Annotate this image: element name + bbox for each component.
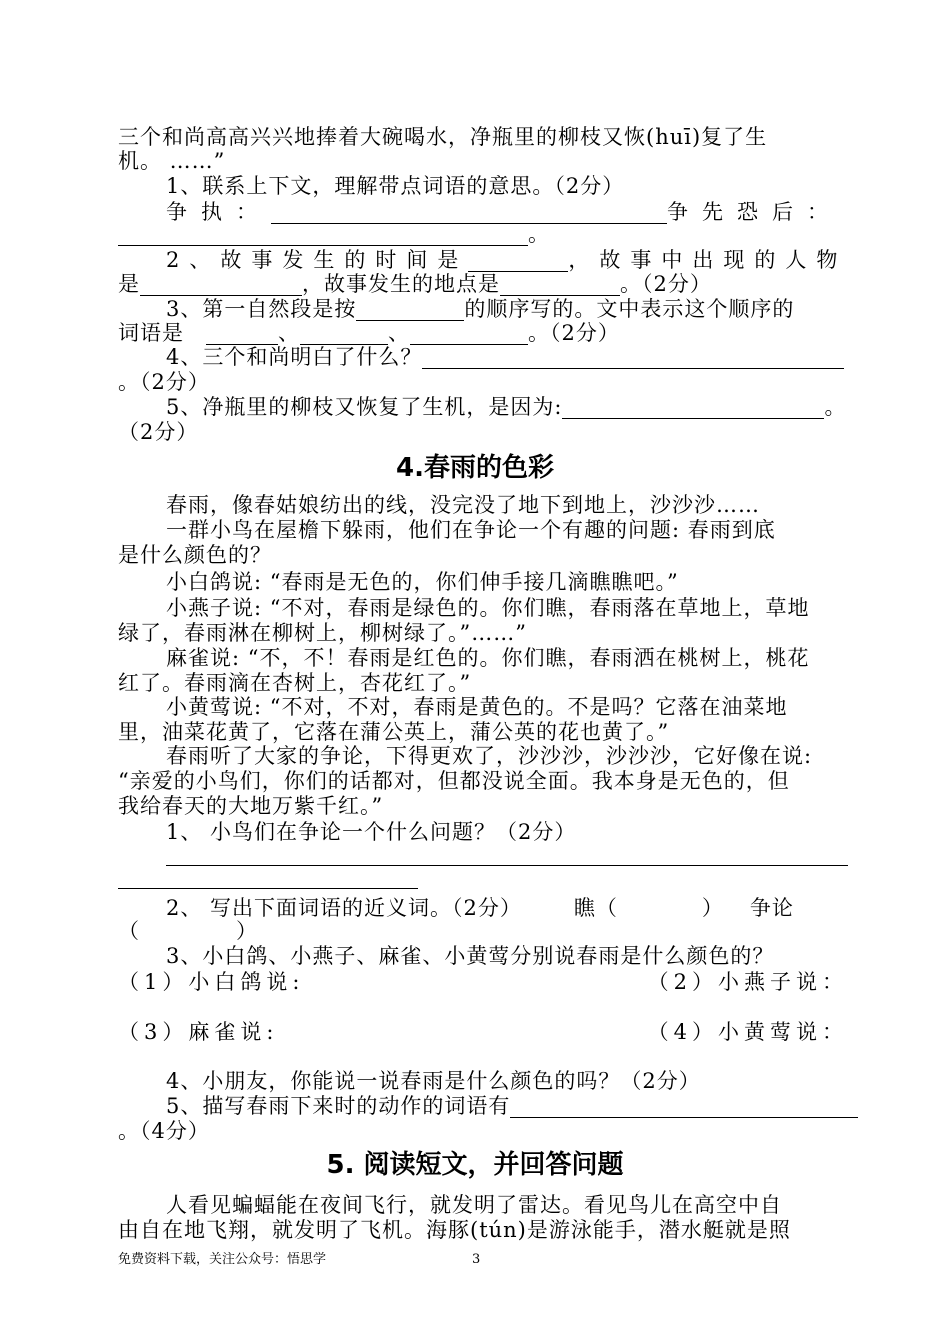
period: 。 xyxy=(824,395,847,419)
paragraph-line: 我给春天的大地万紫千红。” xyxy=(118,794,384,818)
paragraph-line: 里，油菜花黄了，它落在蒲公英上，蒲公英的花也黄了。” xyxy=(118,720,670,744)
question-1-line2 xyxy=(118,222,550,246)
text: 3、第一自然段是按 xyxy=(166,297,357,321)
section-title: 4.春雨的色彩 xyxy=(396,453,554,483)
text: 2、故事发生的时间是 xyxy=(166,248,469,272)
separator: 、 xyxy=(388,321,410,345)
paragraph-line: 小白鸽说: “春雨是无色的，你们伸手接几滴瞧瞧吧。” xyxy=(166,570,679,594)
answer-blank[interactable] xyxy=(300,324,388,345)
answer-blank[interactable] xyxy=(410,324,528,345)
passage-line: 三个和尚高高兴兴地捧着大碗喝水，净瓶里的柳枝又恢(huī)复了生 xyxy=(118,125,768,149)
word-label: 瞧（ xyxy=(573,896,618,920)
answer-item: （3）麻雀说: xyxy=(118,1020,279,1044)
question-4-line2: 。（2分） xyxy=(118,370,210,394)
text: 是 xyxy=(118,272,140,296)
paragraph-line: 人看见蝙蝠能在夜间飞行，就发明了雷达。看见鸟儿在高空中自 xyxy=(166,1193,782,1217)
question-2-line2 xyxy=(118,919,258,943)
answer-line[interactable] xyxy=(118,888,418,889)
paragraph-line: 绿了，春雨淋在柳树上，柳树绿了。”……” xyxy=(118,621,527,645)
section-title: 5. 阅读短文，并回答问题 xyxy=(326,1150,624,1180)
paragraph-line: 小黄莺说: “不对，不对，春雨是黄色的。不是吗？它落在油菜地 xyxy=(166,695,788,719)
question-3: 3、小白鸽、小燕子、麻雀、小黄莺分别说春雨是什么颜色的？ xyxy=(166,944,775,968)
question-2 xyxy=(166,896,794,920)
question-3-line xyxy=(118,970,848,994)
answer-item: （1）小白鸽说: xyxy=(118,970,305,994)
answer-blank[interactable] xyxy=(356,300,464,321)
word-label: 争论 xyxy=(749,896,794,920)
bracket: （ xyxy=(118,919,140,943)
question-3 xyxy=(166,297,794,321)
text: 2、 写出下面词语的近义词。（2分） xyxy=(166,896,522,920)
text: 4、三个和尚明白了什么？ xyxy=(166,345,423,369)
question-3-line2 xyxy=(118,321,620,345)
question-5-line2: （2分） xyxy=(118,420,199,444)
word-label: 争执： xyxy=(166,200,271,224)
answer-blank[interactable] xyxy=(468,251,568,272)
paragraph-line: “亲爱的小鸟们，你们的话都对，但都没说全面。我本身是无色的，但 xyxy=(118,769,790,793)
answer-blank[interactable] xyxy=(271,203,667,224)
bracket: ） xyxy=(701,896,724,920)
answer-blank[interactable] xyxy=(500,275,620,296)
period: 。 xyxy=(528,222,550,246)
text: 词语是 xyxy=(118,321,184,345)
paragraph-line: 春雨，像春姑娘纺出的线，没完没了地下到地上，沙沙沙…… xyxy=(166,493,760,517)
question-5 xyxy=(166,395,846,419)
paragraph-line: 麻雀说: “不，不！春雨是红色的。你们瞧，春雨洒在桃树上，桃花 xyxy=(166,646,810,670)
answer-line[interactable] xyxy=(166,865,848,866)
text: ，故事发生的地点是 xyxy=(302,272,500,296)
answer-blank[interactable] xyxy=(206,324,278,345)
text: ，故事中出现的人物 xyxy=(568,248,848,272)
answer-blank[interactable] xyxy=(510,1097,858,1118)
bracket: ） xyxy=(236,919,258,943)
question-1: 1、 小鸟们在争论一个什么问题？（2分） xyxy=(166,820,577,844)
paragraph-line: 小燕子说: “不对，春雨是绿色的。你们瞧，春雨落在草地上，草地 xyxy=(166,596,810,620)
paragraph-line: 是什么颜色的？ xyxy=(118,543,272,567)
paragraph-line: 一群小鸟在屋檐下躲雨，他们在争论一个有趣的问题: 春雨到底 xyxy=(166,518,776,542)
answer-blank[interactable] xyxy=(422,348,844,369)
text: 。（2分） xyxy=(620,272,712,296)
text: 5、净瓶里的柳枝又恢复了生机，是因为: xyxy=(166,395,563,419)
passage-line: 机。 ……” xyxy=(118,149,226,173)
answer-item: （4）小黄莺说： xyxy=(647,1020,848,1044)
question-1-line xyxy=(166,200,850,224)
answer-item: （2）小燕子说： xyxy=(647,970,848,994)
answer-blank[interactable] xyxy=(140,275,302,296)
question-4 xyxy=(166,345,844,369)
word-label: 争先恐后： xyxy=(667,200,842,224)
question-3-line xyxy=(118,1020,848,1044)
question-4: 4、小朋友，你能说一说春雨是什么颜色的吗？（2分） xyxy=(166,1069,701,1093)
page-number: 3 xyxy=(472,1252,481,1267)
paragraph-line: 红了。春雨滴在杏树上，杏花红了。” xyxy=(118,671,472,695)
question-1: 1、联系上下文，理解带点词语的意思。（2分） xyxy=(166,174,625,198)
separator: 、 xyxy=(278,321,300,345)
paragraph-line: 春雨听了大家的争论，下得更欢了，沙沙沙，沙沙沙，它好像在说: xyxy=(166,744,813,768)
question-5-line2: 。（4分） xyxy=(118,1119,210,1143)
answer-blank[interactable] xyxy=(562,398,824,419)
answer-blank[interactable] xyxy=(118,225,528,246)
question-5 xyxy=(166,1094,858,1118)
paragraph-line: 由自在地飞翔，就发明了飞机。海豚(tún)是游泳能手，潜水艇就是照 xyxy=(118,1218,791,1242)
text: 的顺序写的。文中表示这个顺序的 xyxy=(464,297,795,321)
text: 。（2分） xyxy=(528,321,620,345)
footer-note: 免费资料下载，关注公众号：悟思学 xyxy=(118,1252,327,1267)
question-2-line2 xyxy=(118,272,712,296)
question-2 xyxy=(166,248,847,272)
text: 5、描写春雨下来时的动作的词语有 xyxy=(166,1094,511,1118)
